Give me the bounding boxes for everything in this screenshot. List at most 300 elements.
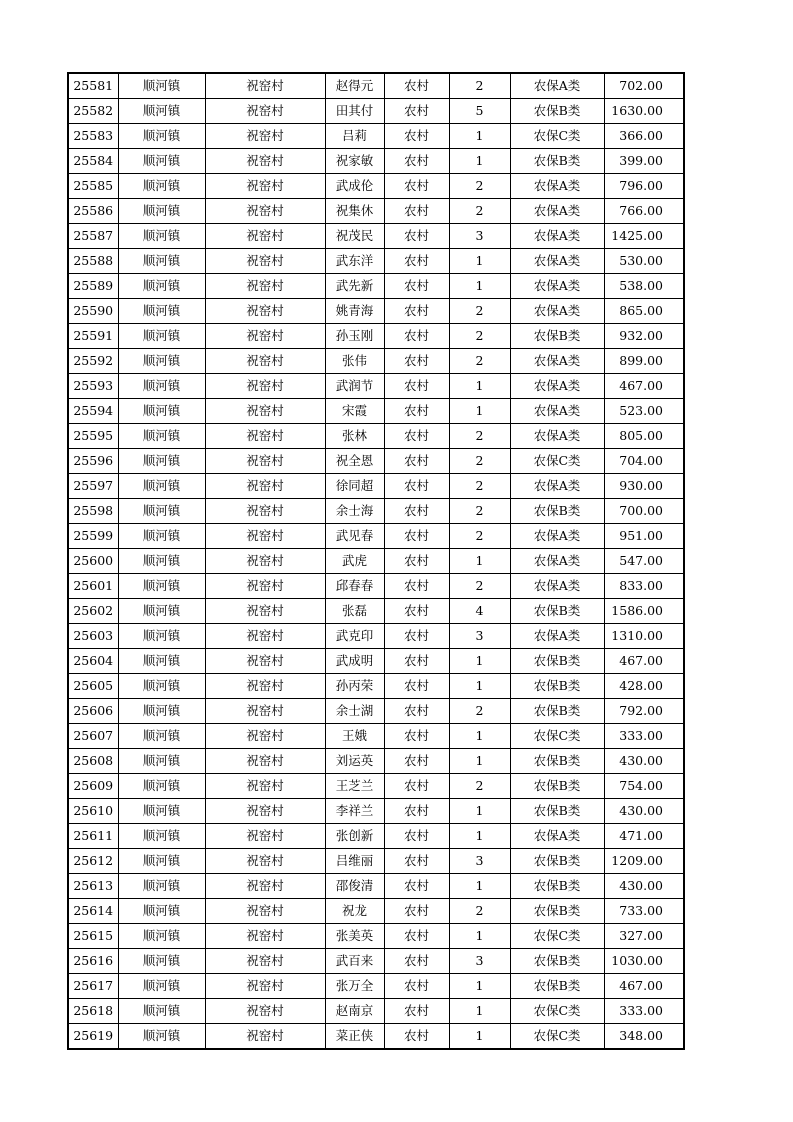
name-cell: 赵得元 xyxy=(325,73,384,99)
id-cell: 25601 xyxy=(68,574,118,599)
id-cell: 25581 xyxy=(68,73,118,99)
village-cell: 祝窑村 xyxy=(205,499,325,524)
id-cell: 25583 xyxy=(68,124,118,149)
type-cell: 农村 xyxy=(384,224,449,249)
type-cell: 农村 xyxy=(384,149,449,174)
village-cell: 祝窑村 xyxy=(205,899,325,924)
category-cell: 农保A类 xyxy=(510,624,604,649)
village-cell: 祝窑村 xyxy=(205,699,325,724)
table-row xyxy=(68,73,684,99)
town-cell: 顺河镇 xyxy=(118,73,205,99)
table-row xyxy=(68,199,684,224)
amount-cell: 467.00 xyxy=(604,974,684,999)
table-row xyxy=(68,399,684,424)
table-row xyxy=(68,874,684,899)
name-cell: 武虎 xyxy=(325,549,384,574)
table-row xyxy=(68,924,684,949)
table-body xyxy=(68,73,684,1049)
category-cell: 农保B类 xyxy=(510,674,604,699)
table-row xyxy=(68,899,684,924)
amount-cell: 951.00 xyxy=(604,524,684,549)
type-cell: 农村 xyxy=(384,824,449,849)
town-cell: 顺河镇 xyxy=(118,724,205,749)
category-cell: 农保C类 xyxy=(510,449,604,474)
town-cell: 顺河镇 xyxy=(118,624,205,649)
category-cell: 农保B类 xyxy=(510,499,604,524)
id-cell: 25617 xyxy=(68,974,118,999)
table-row xyxy=(68,124,684,149)
town-cell: 顺河镇 xyxy=(118,524,205,549)
name-cell: 李祥兰 xyxy=(325,799,384,824)
type-cell: 农村 xyxy=(384,674,449,699)
category-cell: 农保A类 xyxy=(510,399,604,424)
type-cell: 农村 xyxy=(384,399,449,424)
id-cell: 25612 xyxy=(68,849,118,874)
amount-cell: 754.00 xyxy=(604,774,684,799)
village-cell: 祝窑村 xyxy=(205,399,325,424)
table-row xyxy=(68,849,684,874)
id-cell: 25609 xyxy=(68,774,118,799)
town-cell: 顺河镇 xyxy=(118,949,205,974)
village-cell: 祝窑村 xyxy=(205,224,325,249)
amount-cell: 430.00 xyxy=(604,749,684,774)
type-cell: 农村 xyxy=(384,324,449,349)
town-cell: 顺河镇 xyxy=(118,249,205,274)
count-cell: 2 xyxy=(449,199,510,224)
name-cell: 宋霞 xyxy=(325,399,384,424)
amount-cell: 792.00 xyxy=(604,699,684,724)
village-cell: 祝窑村 xyxy=(205,374,325,399)
count-cell: 2 xyxy=(449,174,510,199)
count-cell: 1 xyxy=(449,749,510,774)
village-cell: 祝窑村 xyxy=(205,674,325,699)
count-cell: 1 xyxy=(449,149,510,174)
type-cell: 农村 xyxy=(384,699,449,724)
type-cell: 农村 xyxy=(384,124,449,149)
category-cell: 农保C类 xyxy=(510,724,604,749)
amount-cell: 471.00 xyxy=(604,824,684,849)
town-cell: 顺河镇 xyxy=(118,574,205,599)
table-row xyxy=(68,824,684,849)
category-cell: 农保C类 xyxy=(510,924,604,949)
category-cell: 农保B类 xyxy=(510,699,604,724)
table-row xyxy=(68,974,684,999)
category-cell: 农保A类 xyxy=(510,349,604,374)
type-cell: 农村 xyxy=(384,499,449,524)
count-cell: 3 xyxy=(449,624,510,649)
id-cell: 25619 xyxy=(68,1024,118,1050)
town-cell: 顺河镇 xyxy=(118,849,205,874)
type-cell: 农村 xyxy=(384,924,449,949)
id-cell: 25602 xyxy=(68,599,118,624)
id-cell: 25604 xyxy=(68,649,118,674)
village-cell: 祝窑村 xyxy=(205,874,325,899)
category-cell: 农保B类 xyxy=(510,749,604,774)
category-cell: 农保A类 xyxy=(510,824,604,849)
type-cell: 农村 xyxy=(384,724,449,749)
town-cell: 顺河镇 xyxy=(118,199,205,224)
name-cell: 张美英 xyxy=(325,924,384,949)
count-cell: 1 xyxy=(449,974,510,999)
amount-cell: 348.00 xyxy=(604,1024,684,1050)
id-cell: 25588 xyxy=(68,249,118,274)
village-cell: 祝窑村 xyxy=(205,124,325,149)
count-cell: 2 xyxy=(449,574,510,599)
name-cell: 余士湖 xyxy=(325,699,384,724)
category-cell: 农保B类 xyxy=(510,774,604,799)
id-cell: 25611 xyxy=(68,824,118,849)
category-cell: 农保B类 xyxy=(510,324,604,349)
amount-cell: 932.00 xyxy=(604,324,684,349)
type-cell: 农村 xyxy=(384,349,449,374)
category-cell: 农保A类 xyxy=(510,474,604,499)
village-cell: 祝窑村 xyxy=(205,474,325,499)
town-cell: 顺河镇 xyxy=(118,499,205,524)
table-row xyxy=(68,774,684,799)
name-cell: 张创新 xyxy=(325,824,384,849)
id-cell: 25589 xyxy=(68,274,118,299)
type-cell: 农村 xyxy=(384,374,449,399)
amount-cell: 547.00 xyxy=(604,549,684,574)
table-row xyxy=(68,524,684,549)
count-cell: 4 xyxy=(449,599,510,624)
id-cell: 25610 xyxy=(68,799,118,824)
name-cell: 祝家敏 xyxy=(325,149,384,174)
table-row xyxy=(68,374,684,399)
town-cell: 顺河镇 xyxy=(118,474,205,499)
id-cell: 25592 xyxy=(68,349,118,374)
village-cell: 祝窑村 xyxy=(205,1024,325,1050)
amount-cell: 805.00 xyxy=(604,424,684,449)
amount-cell: 733.00 xyxy=(604,899,684,924)
type-cell: 农村 xyxy=(384,424,449,449)
name-cell: 张万全 xyxy=(325,974,384,999)
amount-cell: 1630.00 xyxy=(604,99,684,124)
id-cell: 25591 xyxy=(68,324,118,349)
village-cell: 祝窑村 xyxy=(205,299,325,324)
village-cell: 祝窑村 xyxy=(205,324,325,349)
amount-cell: 700.00 xyxy=(604,499,684,524)
name-cell: 武见春 xyxy=(325,524,384,549)
name-cell: 徐同超 xyxy=(325,474,384,499)
town-cell: 顺河镇 xyxy=(118,399,205,424)
count-cell: 1 xyxy=(449,999,510,1024)
count-cell: 2 xyxy=(449,349,510,374)
table-row xyxy=(68,474,684,499)
town-cell: 顺河镇 xyxy=(118,374,205,399)
amount-cell: 865.00 xyxy=(604,299,684,324)
type-cell: 农村 xyxy=(384,799,449,824)
town-cell: 顺河镇 xyxy=(118,424,205,449)
type-cell: 农村 xyxy=(384,73,449,99)
name-cell: 武克印 xyxy=(325,624,384,649)
name-cell: 武成伦 xyxy=(325,174,384,199)
category-cell: 农保A类 xyxy=(510,224,604,249)
type-cell: 农村 xyxy=(384,849,449,874)
category-cell: 农保B类 xyxy=(510,149,604,174)
category-cell: 农保C类 xyxy=(510,999,604,1024)
id-cell: 25582 xyxy=(68,99,118,124)
type-cell: 农村 xyxy=(384,449,449,474)
id-cell: 25586 xyxy=(68,199,118,224)
count-cell: 2 xyxy=(449,899,510,924)
data-table xyxy=(67,72,685,1050)
count-cell: 1 xyxy=(449,549,510,574)
town-cell: 顺河镇 xyxy=(118,224,205,249)
type-cell: 农村 xyxy=(384,524,449,549)
id-cell: 25607 xyxy=(68,724,118,749)
category-cell: 农保A类 xyxy=(510,424,604,449)
village-cell: 祝窑村 xyxy=(205,774,325,799)
category-cell: 农保A类 xyxy=(510,299,604,324)
table-row xyxy=(68,674,684,699)
count-cell: 1 xyxy=(449,124,510,149)
type-cell: 农村 xyxy=(384,274,449,299)
count-cell: 2 xyxy=(449,699,510,724)
village-cell: 祝窑村 xyxy=(205,549,325,574)
id-cell: 25608 xyxy=(68,749,118,774)
amount-cell: 523.00 xyxy=(604,399,684,424)
count-cell: 1 xyxy=(449,799,510,824)
village-cell: 祝窑村 xyxy=(205,649,325,674)
village-cell: 祝窑村 xyxy=(205,574,325,599)
name-cell: 邱春春 xyxy=(325,574,384,599)
town-cell: 顺河镇 xyxy=(118,774,205,799)
category-cell: 农保A类 xyxy=(510,199,604,224)
count-cell: 1 xyxy=(449,1024,510,1050)
village-cell: 祝窑村 xyxy=(205,73,325,99)
village-cell: 祝窑村 xyxy=(205,524,325,549)
category-cell: 农保B类 xyxy=(510,799,604,824)
name-cell: 张林 xyxy=(325,424,384,449)
category-cell: 农保B类 xyxy=(510,849,604,874)
count-cell: 1 xyxy=(449,874,510,899)
type-cell: 农村 xyxy=(384,774,449,799)
amount-cell: 333.00 xyxy=(604,999,684,1024)
village-cell: 祝窑村 xyxy=(205,449,325,474)
table-row xyxy=(68,599,684,624)
table-row xyxy=(68,349,684,374)
village-cell: 祝窑村 xyxy=(205,949,325,974)
amount-cell: 530.00 xyxy=(604,249,684,274)
table-row xyxy=(68,449,684,474)
table-row xyxy=(68,549,684,574)
village-cell: 祝窑村 xyxy=(205,274,325,299)
name-cell: 武先新 xyxy=(325,274,384,299)
id-cell: 25597 xyxy=(68,474,118,499)
id-cell: 25594 xyxy=(68,399,118,424)
town-cell: 顺河镇 xyxy=(118,699,205,724)
category-cell: 农保C类 xyxy=(510,1024,604,1050)
town-cell: 顺河镇 xyxy=(118,799,205,824)
town-cell: 顺河镇 xyxy=(118,824,205,849)
amount-cell: 1425.00 xyxy=(604,224,684,249)
category-cell: 农保B类 xyxy=(510,649,604,674)
count-cell: 1 xyxy=(449,724,510,749)
table-row xyxy=(68,799,684,824)
table-row xyxy=(68,999,684,1024)
category-cell: 农保B类 xyxy=(510,874,604,899)
village-cell: 祝窑村 xyxy=(205,174,325,199)
town-cell: 顺河镇 xyxy=(118,99,205,124)
table-row xyxy=(68,574,684,599)
town-cell: 顺河镇 xyxy=(118,1024,205,1050)
name-cell: 邵俊清 xyxy=(325,874,384,899)
id-cell: 25584 xyxy=(68,149,118,174)
count-cell: 2 xyxy=(449,424,510,449)
name-cell: 张磊 xyxy=(325,599,384,624)
name-cell: 赵南京 xyxy=(325,999,384,1024)
type-cell: 农村 xyxy=(384,99,449,124)
village-cell: 祝窑村 xyxy=(205,349,325,374)
type-cell: 农村 xyxy=(384,249,449,274)
id-cell: 25593 xyxy=(68,374,118,399)
name-cell: 张伟 xyxy=(325,349,384,374)
name-cell: 刘运英 xyxy=(325,749,384,774)
town-cell: 顺河镇 xyxy=(118,649,205,674)
name-cell: 祝集休 xyxy=(325,199,384,224)
amount-cell: 1586.00 xyxy=(604,599,684,624)
type-cell: 农村 xyxy=(384,474,449,499)
id-cell: 25605 xyxy=(68,674,118,699)
type-cell: 农村 xyxy=(384,874,449,899)
id-cell: 25585 xyxy=(68,174,118,199)
town-cell: 顺河镇 xyxy=(118,449,205,474)
amount-cell: 833.00 xyxy=(604,574,684,599)
count-cell: 2 xyxy=(449,449,510,474)
name-cell: 武成明 xyxy=(325,649,384,674)
name-cell: 武百来 xyxy=(325,949,384,974)
count-cell: 3 xyxy=(449,224,510,249)
table-row xyxy=(68,624,684,649)
town-cell: 顺河镇 xyxy=(118,749,205,774)
name-cell: 吕莉 xyxy=(325,124,384,149)
type-cell: 农村 xyxy=(384,199,449,224)
town-cell: 顺河镇 xyxy=(118,174,205,199)
amount-cell: 467.00 xyxy=(604,374,684,399)
name-cell: 祝龙 xyxy=(325,899,384,924)
type-cell: 农村 xyxy=(384,749,449,774)
category-cell: 农保C类 xyxy=(510,124,604,149)
type-cell: 农村 xyxy=(384,624,449,649)
town-cell: 顺河镇 xyxy=(118,274,205,299)
table-row xyxy=(68,249,684,274)
amount-cell: 899.00 xyxy=(604,349,684,374)
count-cell: 1 xyxy=(449,824,510,849)
count-cell: 1 xyxy=(449,274,510,299)
id-cell: 25616 xyxy=(68,949,118,974)
id-cell: 25613 xyxy=(68,874,118,899)
amount-cell: 366.00 xyxy=(604,124,684,149)
count-cell: 1 xyxy=(449,249,510,274)
village-cell: 祝窑村 xyxy=(205,849,325,874)
village-cell: 祝窑村 xyxy=(205,999,325,1024)
town-cell: 顺河镇 xyxy=(118,674,205,699)
table-row xyxy=(68,424,684,449)
table-row xyxy=(68,1024,684,1050)
town-cell: 顺河镇 xyxy=(118,599,205,624)
count-cell: 2 xyxy=(449,299,510,324)
name-cell: 田其付 xyxy=(325,99,384,124)
name-cell: 菜正侠 xyxy=(325,1024,384,1050)
type-cell: 农村 xyxy=(384,949,449,974)
amount-cell: 327.00 xyxy=(604,924,684,949)
amount-cell: 333.00 xyxy=(604,724,684,749)
village-cell: 祝窑村 xyxy=(205,974,325,999)
name-cell: 祝茂民 xyxy=(325,224,384,249)
amount-cell: 538.00 xyxy=(604,274,684,299)
table-row xyxy=(68,299,684,324)
name-cell: 孙玉刚 xyxy=(325,324,384,349)
town-cell: 顺河镇 xyxy=(118,874,205,899)
village-cell: 祝窑村 xyxy=(205,199,325,224)
table-row xyxy=(68,949,684,974)
id-cell: 25600 xyxy=(68,549,118,574)
town-cell: 顺河镇 xyxy=(118,149,205,174)
count-cell: 1 xyxy=(449,399,510,424)
amount-cell: 467.00 xyxy=(604,649,684,674)
name-cell: 孙丙荣 xyxy=(325,674,384,699)
type-cell: 农村 xyxy=(384,974,449,999)
table-row xyxy=(68,99,684,124)
category-cell: 农保A类 xyxy=(510,524,604,549)
count-cell: 3 xyxy=(449,849,510,874)
id-cell: 25590 xyxy=(68,299,118,324)
village-cell: 祝窑村 xyxy=(205,424,325,449)
id-cell: 25599 xyxy=(68,524,118,549)
table-row xyxy=(68,149,684,174)
village-cell: 祝窑村 xyxy=(205,249,325,274)
type-cell: 农村 xyxy=(384,599,449,624)
name-cell: 武润节 xyxy=(325,374,384,399)
village-cell: 祝窑村 xyxy=(205,824,325,849)
name-cell: 吕维丽 xyxy=(325,849,384,874)
town-cell: 顺河镇 xyxy=(118,999,205,1024)
category-cell: 农保A类 xyxy=(510,174,604,199)
table-row xyxy=(68,724,684,749)
category-cell: 农保B类 xyxy=(510,949,604,974)
amount-cell: 399.00 xyxy=(604,149,684,174)
name-cell: 武东洋 xyxy=(325,249,384,274)
town-cell: 顺河镇 xyxy=(118,924,205,949)
name-cell: 祝全恩 xyxy=(325,449,384,474)
id-cell: 25618 xyxy=(68,999,118,1024)
village-cell: 祝窑村 xyxy=(205,624,325,649)
count-cell: 1 xyxy=(449,374,510,399)
count-cell: 3 xyxy=(449,949,510,974)
town-cell: 顺河镇 xyxy=(118,124,205,149)
village-cell: 祝窑村 xyxy=(205,724,325,749)
type-cell: 农村 xyxy=(384,549,449,574)
count-cell: 2 xyxy=(449,524,510,549)
id-cell: 25587 xyxy=(68,224,118,249)
town-cell: 顺河镇 xyxy=(118,974,205,999)
table-row xyxy=(68,499,684,524)
count-cell: 2 xyxy=(449,73,510,99)
table-row xyxy=(68,749,684,774)
village-cell: 祝窑村 xyxy=(205,924,325,949)
table-row xyxy=(68,274,684,299)
amount-cell: 430.00 xyxy=(604,874,684,899)
amount-cell: 430.00 xyxy=(604,799,684,824)
category-cell: 农保A类 xyxy=(510,549,604,574)
count-cell: 2 xyxy=(449,324,510,349)
town-cell: 顺河镇 xyxy=(118,324,205,349)
amount-cell: 1310.00 xyxy=(604,624,684,649)
type-cell: 农村 xyxy=(384,999,449,1024)
type-cell: 农村 xyxy=(384,649,449,674)
village-cell: 祝窑村 xyxy=(205,149,325,174)
